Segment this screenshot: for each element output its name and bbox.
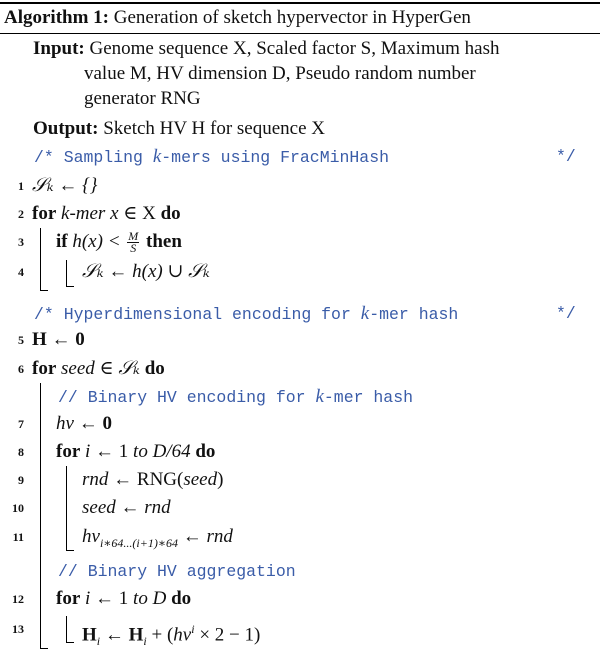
block-line <box>66 260 67 286</box>
comment-sampling <box>0 143 600 171</box>
caption-rule <box>0 33 600 34</box>
code-text: hv <box>56 413 74 434</box>
line-number: 7 <box>18 417 24 431</box>
code-text: i <box>85 588 91 609</box>
comment-binary-encoding <box>0 383 600 411</box>
fraction-denominator: S <box>130 241 137 256</box>
code-line-7 <box>0 410 600 438</box>
code-text: i <box>85 441 91 462</box>
input-line-3: generator RNG <box>84 88 201 109</box>
code-line-9 <box>0 466 600 494</box>
algorithm-caption <box>0 2 600 32</box>
input-label: Input: <box>33 38 85 59</box>
code-text: h(x) < <box>72 231 126 252</box>
code-text: k-mer x <box>61 203 119 224</box>
line-number: 12 <box>12 592 24 606</box>
code-subscript: i <box>96 634 101 649</box>
comment-close: */ <box>556 304 576 323</box>
comment-text: /* Hyperdimensional encoding for <box>34 305 361 324</box>
keyword-for: for <box>56 588 81 609</box>
fraction <box>127 231 139 254</box>
comment-text: // Binary HV encoding for <box>58 388 316 407</box>
output-text: Sketch HV H for sequence X <box>103 118 326 139</box>
line-number: 9 <box>18 473 24 487</box>
code-line-5 <box>0 326 600 354</box>
code-text: hv <box>82 526 100 547</box>
block-line <box>40 383 41 648</box>
code-line-6 <box>0 355 600 383</box>
code-text: ∈ 𝒮ₖ <box>94 358 145 379</box>
keyword-for: for <box>32 203 57 224</box>
code-line-3 <box>0 228 600 256</box>
keyword-do: do <box>195 441 216 462</box>
code-text: D <box>147 588 172 609</box>
output-block <box>33 116 325 141</box>
input-block <box>33 36 499 61</box>
code-text: seed <box>61 358 95 379</box>
input-line-2: value M, HV dimension D, Pseudo random number <box>84 63 476 84</box>
comment-text: -mer hash <box>323 388 414 407</box>
input-line-1: Genome sequence X, Scaled factor S, Maximum hash <box>89 38 500 59</box>
line-number: 6 <box>18 362 24 376</box>
code-line-10 <box>0 494 600 522</box>
code-line-11 <box>0 523 600 551</box>
line-number: 8 <box>18 445 24 459</box>
code-text: H <box>128 624 144 646</box>
block-line <box>40 290 48 291</box>
comment-text: // Binary HV aggregation <box>58 562 296 581</box>
keyword-do: do <box>171 588 192 609</box>
keyword-for: for <box>56 441 81 462</box>
code-text: to <box>133 441 148 462</box>
keyword-do: do <box>144 358 165 379</box>
comment-text: /* Sampling <box>34 148 153 167</box>
code-text: rnd <box>206 526 233 547</box>
code-line-4 <box>0 258 600 286</box>
code-line-1 <box>0 172 600 200</box>
keyword-for: for <box>32 358 57 379</box>
code-subscript: i <box>143 634 147 649</box>
algorithm-title: Generation of sketch hypervector in HyperGen <box>113 7 471 28</box>
code-text: 𝒮ₖ ← {} <box>32 175 98 196</box>
keyword-then: then <box>146 231 182 252</box>
code-text: rnd <box>82 469 109 490</box>
block-line <box>40 648 48 649</box>
line-number: 10 <box>12 501 24 515</box>
line-number: 13 <box>12 622 24 636</box>
comment-hd-encoding <box>0 300 600 328</box>
code-line-12 <box>0 585 600 613</box>
line-number: 3 <box>18 235 24 249</box>
line-number: 1 <box>18 179 24 193</box>
comment-k: k <box>315 386 324 407</box>
code-text: rnd <box>144 497 171 518</box>
code-text: × 2 − 1) <box>194 624 261 646</box>
line-number: 11 <box>12 530 24 544</box>
code-text: ← RNG( <box>108 469 184 490</box>
code-text: ← <box>100 624 129 646</box>
code-text: ← 0 <box>73 413 112 434</box>
code-text: 𝒮ₖ ← h(x) ∪ 𝒮ₖ <box>82 261 210 282</box>
code-text: hv <box>173 624 192 646</box>
block-line <box>66 466 67 550</box>
code-text: ← <box>115 497 145 518</box>
code-line-2 <box>0 200 600 228</box>
code-text: ← 1 <box>90 588 134 609</box>
code-text: H <box>82 624 97 646</box>
code-line-8 <box>0 438 600 466</box>
block-line <box>66 616 67 642</box>
code-text: ) <box>217 469 224 490</box>
comment-text: -mers using FracMinHash <box>161 148 390 167</box>
code-line-13 <box>0 615 600 649</box>
keyword-if: if <box>56 231 68 252</box>
code-text: seed <box>82 497 116 518</box>
output-label: Output: <box>33 118 99 139</box>
comment-aggregation <box>0 558 600 586</box>
block-line <box>66 286 74 287</box>
block-line <box>66 550 74 551</box>
comment-text: -mer hash <box>369 305 459 324</box>
code-text: to <box>133 588 148 609</box>
fraction-numerator: M <box>128 229 139 244</box>
code-text: seed <box>183 469 218 490</box>
line-number: 4 <box>18 265 24 279</box>
code-text: + ( <box>146 624 174 646</box>
comment-k: k <box>152 146 162 167</box>
code-text: H ← 0 <box>32 329 85 350</box>
comment-k: k <box>360 303 370 324</box>
code-text: ← 1 <box>90 441 134 462</box>
line-number: 2 <box>18 207 24 221</box>
code-superscript: i <box>191 622 195 636</box>
code-text: ← <box>178 526 207 547</box>
keyword-do: do <box>160 203 181 224</box>
algorithm-label: Algorithm 1: <box>4 7 110 28</box>
comment-close: */ <box>556 147 576 166</box>
code-text: D/64 <box>147 441 196 462</box>
line-number: 5 <box>18 333 24 347</box>
code-text: ∈ X <box>118 203 161 224</box>
code-subscript: i∗64...(i+1)∗64 <box>99 535 179 550</box>
block-line <box>66 642 74 643</box>
block-line <box>40 228 41 290</box>
